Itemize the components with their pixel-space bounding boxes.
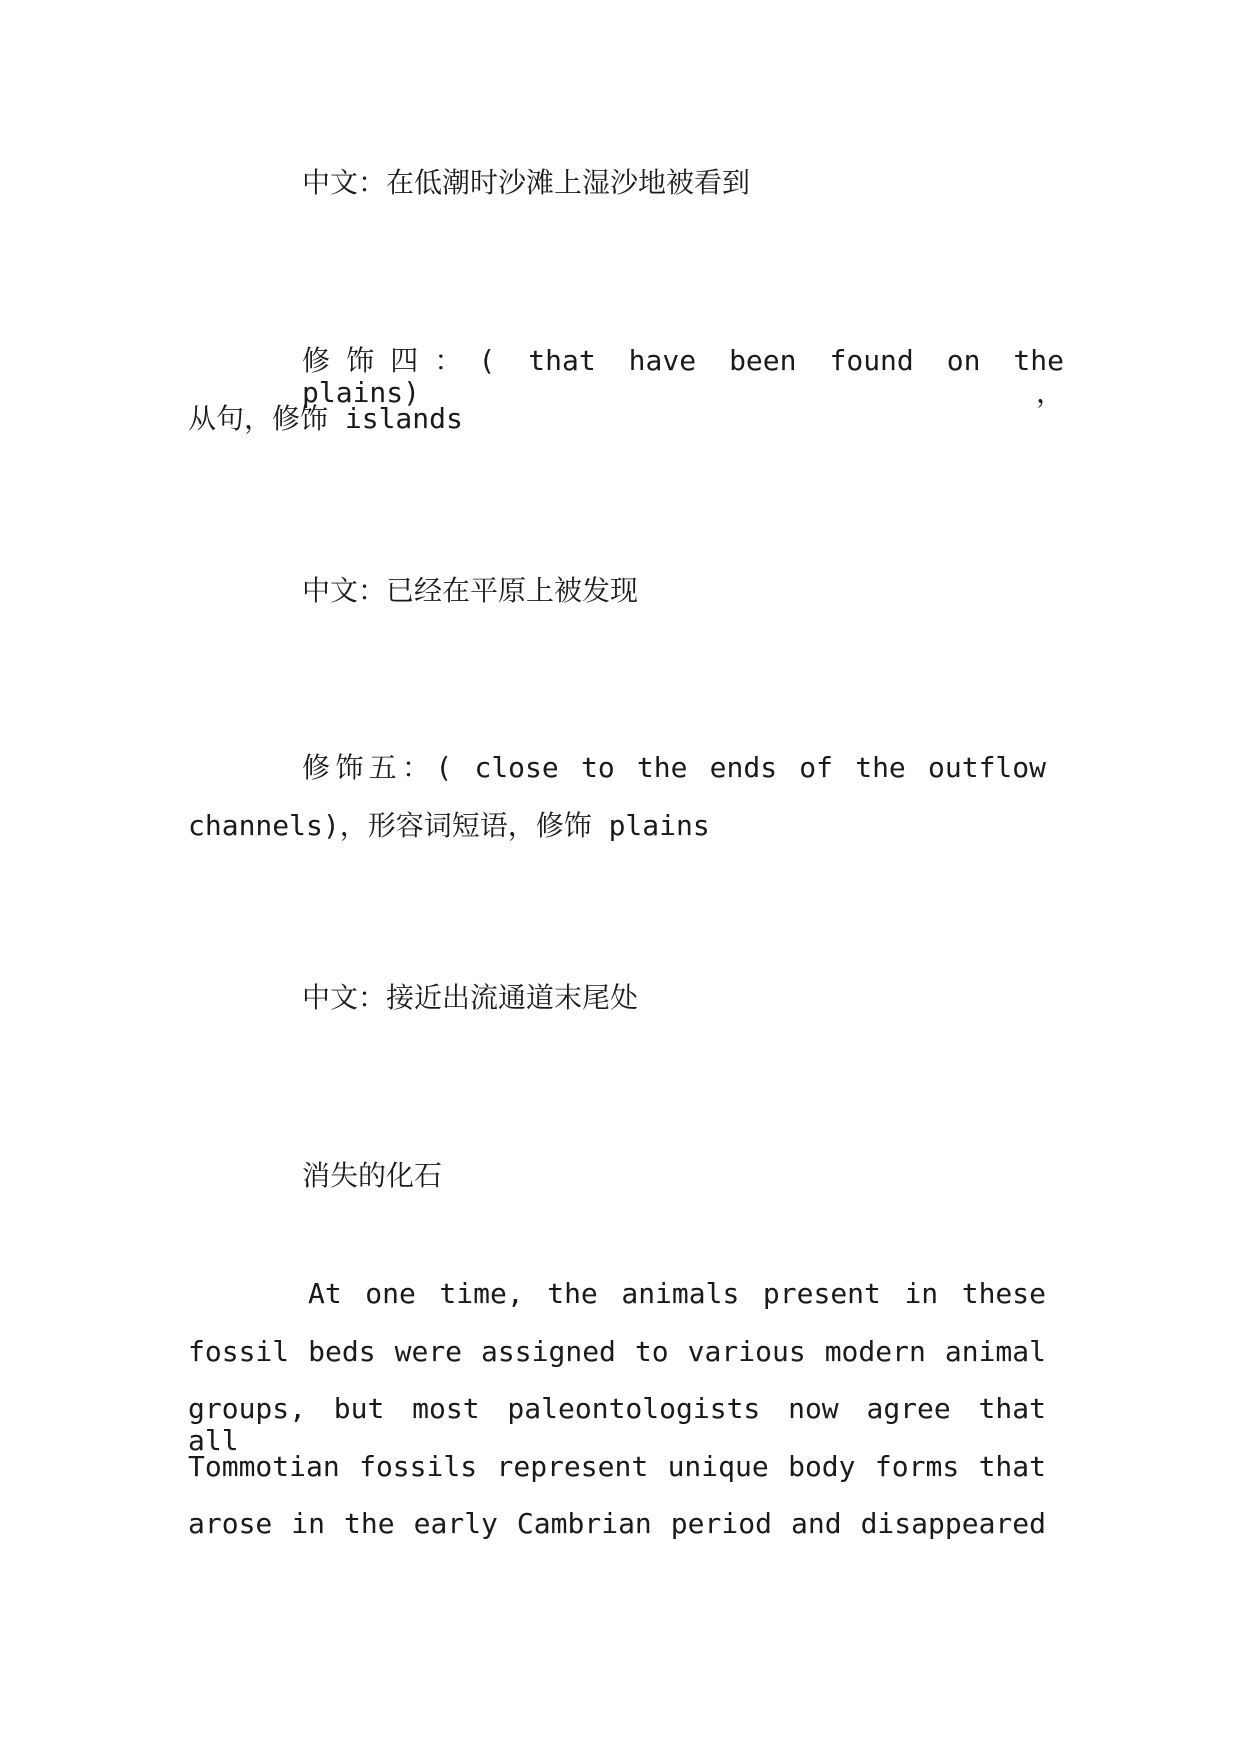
modifier-four-line-2: 从句，修饰 islands	[188, 402, 463, 435]
paragraph-line-5: arose in the early Cambrian period and disappeared	[188, 1507, 1046, 1540]
chinese-translation-3: 中文：接近出流通道末尾处	[302, 981, 639, 1014]
modifier-four-line-1: 修饰四：( that have been found on the plains)，	[302, 344, 1064, 409]
modifier-five-line-1: 修饰五：( close to the ends of the outflow	[302, 751, 1046, 784]
paragraph-line-2: fossil beds were assigned to various modern animal	[188, 1335, 1046, 1368]
paragraph-line-4: Tommotian fossils represent unique body forms that	[188, 1450, 1046, 1483]
chinese-translation-1: 中文：在低潮时沙滩上湿沙地被看到	[302, 166, 751, 199]
chinese-translation-2: 中文：已经在平原上被发现	[302, 574, 639, 607]
paragraph-line-1: At one time, the animals present in these	[308, 1277, 1046, 1310]
modifier-five-line-2: channels)，形容词短语，修饰 plains	[188, 809, 710, 842]
section-heading: 消失的化石	[302, 1159, 443, 1192]
paragraph-line-3: groups, but most paleontologists now agree that all	[188, 1392, 1046, 1457]
